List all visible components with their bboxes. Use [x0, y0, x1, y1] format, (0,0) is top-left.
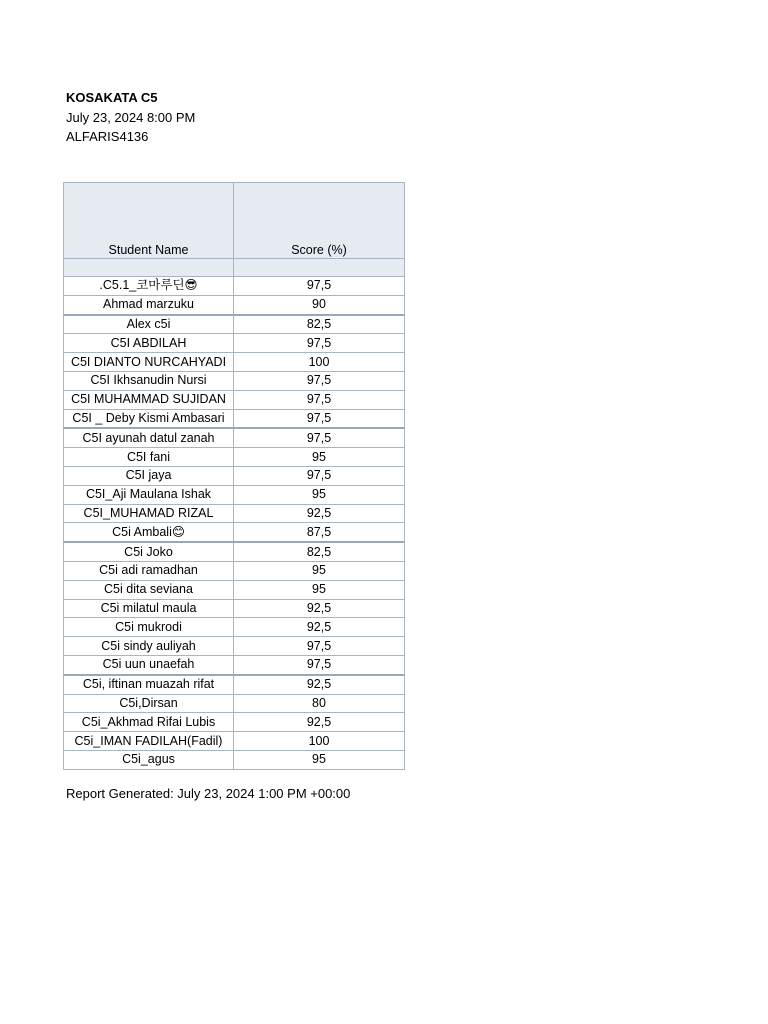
score-cell: 92,5: [234, 504, 405, 523]
score-table: [63, 182, 405, 770]
score-cell: 95: [234, 561, 405, 580]
score-cell: 95: [234, 485, 405, 504]
student-name-cell: C5I MUHAMMAD SUJIDAN: [64, 390, 234, 409]
table-row: [64, 390, 405, 409]
table-row: [64, 580, 405, 599]
score-cell: 97,5: [234, 277, 405, 296]
table-row: [64, 428, 405, 447]
table-row: [64, 353, 405, 372]
table-row: [64, 523, 405, 542]
student-name-cell: Alex c5i: [64, 315, 234, 334]
table-row: [64, 504, 405, 523]
table-row: [64, 637, 405, 656]
table-row: [64, 694, 405, 713]
table-row: [64, 599, 405, 618]
column-header-score: Score (%): [234, 183, 405, 259]
score-cell: 100: [234, 353, 405, 372]
document-datetime: July 23, 2024 8:00 PM: [66, 109, 196, 125]
student-name-cell: C5I ayunah datul zanah: [64, 428, 234, 447]
table-row: [64, 466, 405, 485]
score-cell: 95: [234, 448, 405, 467]
student-name-cell: C5I jaya: [64, 466, 234, 485]
score-cell: 97,5: [234, 390, 405, 409]
student-name-cell: C5I _ Deby Kismi Ambasari: [64, 409, 234, 428]
student-name-cell: C5I Ikhsanudin Nursi: [64, 371, 234, 390]
student-name-cell: Ahmad marzuku: [64, 295, 234, 314]
score-cell: 95: [234, 580, 405, 599]
student-name-cell: C5I ABDILAH: [64, 334, 234, 353]
student-name-cell: C5i_Akhmad Rifai Lubis: [64, 713, 234, 732]
score-cell: 97,5: [234, 655, 405, 674]
student-name-cell: C5i sindy auliyah: [64, 637, 234, 656]
score-cell: 97,5: [234, 466, 405, 485]
table-spacer-row: [64, 259, 405, 277]
score-cell: 97,5: [234, 637, 405, 656]
score-cell: 95: [234, 750, 405, 769]
score-cell: 90: [234, 295, 405, 314]
table-row: [64, 334, 405, 353]
student-name-cell: C5i mukrodi: [64, 618, 234, 637]
student-name-cell: .C5.1_코마루딘😎: [64, 277, 234, 296]
score-cell: 82,5: [234, 542, 405, 561]
document-author: ALFARIS4136: [66, 129, 149, 144]
table-row: [64, 485, 405, 504]
student-name-cell: C5i, iftinan muazah rifat: [64, 675, 234, 694]
table-row: [64, 750, 405, 769]
table-row: [64, 315, 405, 334]
student-name-cell: C5I_MUHAMAD RIZAL: [64, 504, 234, 523]
student-name-cell: C5i Joko: [64, 542, 234, 561]
student-name-cell: C5i milatul maula: [64, 599, 234, 618]
score-cell: 97,5: [234, 334, 405, 353]
table-row: [64, 448, 405, 467]
table-row: [64, 371, 405, 390]
score-cell: 92,5: [234, 599, 405, 618]
table-row: [64, 561, 405, 580]
table-row: [64, 675, 405, 694]
score-cell: 97,5: [234, 409, 405, 428]
student-name-cell: C5I fani: [64, 448, 234, 467]
score-cell: 87,5: [234, 523, 405, 542]
student-name-cell: C5i dita seviana: [64, 580, 234, 599]
student-name-cell: C5i Ambali😊: [64, 523, 234, 542]
score-cell: 92,5: [234, 713, 405, 732]
student-name-cell: C5i adi ramadhan: [64, 561, 234, 580]
score-cell: 100: [234, 732, 405, 751]
table-row: [64, 542, 405, 561]
student-name-cell: C5i,Dirsan: [64, 694, 234, 713]
student-name-cell: C5i_IMAN FADILAH(Fadil): [64, 732, 234, 751]
score-cell: 97,5: [234, 428, 405, 447]
student-name-cell: C5i_agus: [64, 750, 234, 769]
student-name-cell: C5i uun unaefah: [64, 655, 234, 674]
table-header-row: [64, 183, 405, 259]
column-header-student-name: Student Name: [64, 183, 234, 259]
table-row: [64, 713, 405, 732]
report-generated-footer: Report Generated: July 23, 2024 1:00 PM +00:00: [66, 786, 351, 801]
table-row: [64, 618, 405, 637]
table-row: [64, 409, 405, 428]
table-row: [64, 655, 405, 674]
score-cell: 97,5: [234, 371, 405, 390]
document-title: KOSAKATA C5: [66, 90, 158, 105]
document-header: [66, 88, 195, 147]
student-name-cell: C5I_Aji Maulana Ishak: [64, 485, 234, 504]
score-cell: 80: [234, 694, 405, 713]
table-row: [64, 295, 405, 314]
score-cell: 92,5: [234, 618, 405, 637]
score-cell: 82,5: [234, 315, 405, 334]
student-name-cell: C5I DIANTO NURCAHYADI: [64, 353, 234, 372]
score-cell: 92,5: [234, 675, 405, 694]
table-row: [64, 732, 405, 751]
table-row: [64, 277, 405, 296]
